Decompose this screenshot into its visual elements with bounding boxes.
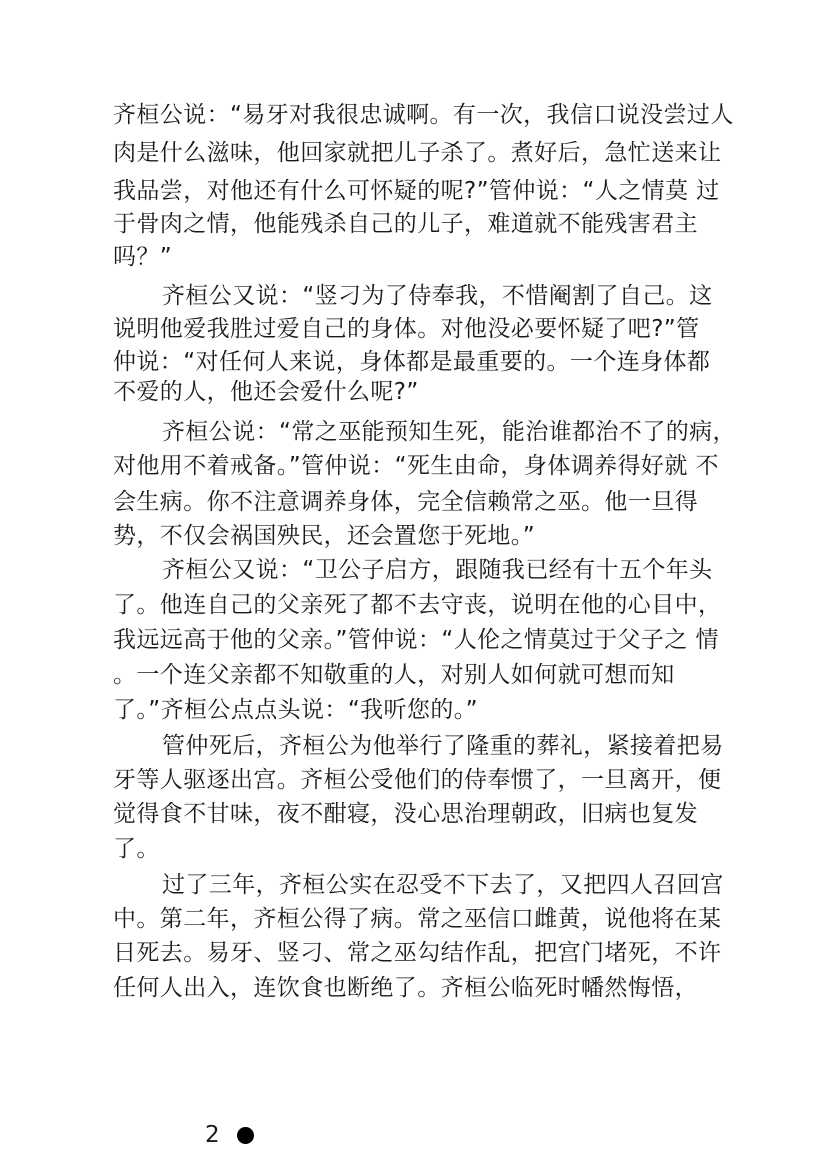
- text-line: 管仲死后，齐桓公为他举行了隆重的葬礼，紧接着把易: [162, 733, 724, 759]
- text-line: 了。他连自己的父亲死了都不去守丧，说明在他的心目中，: [113, 592, 722, 618]
- text-line: 齐桓公说：“易牙对我很忠诚啊。有一次，我信口说没尝过人: [113, 102, 734, 128]
- text-line: 吗？”: [113, 244, 173, 270]
- text-line: 中。第二年，齐桓公得了病。常之巫信口雌黄，说他将在某: [113, 906, 722, 932]
- text-line: 日死去。易牙、竖刁、常之巫勾结作乱，把宫门堵死，不许: [113, 940, 722, 966]
- page-number: 2: [205, 1122, 220, 1148]
- text-line: 势，不仅会祸国殃民，还会置您于死地。”: [113, 523, 536, 549]
- text-line: 任何人出入，连饮食也断绝了。齐桓公临死时幡然悔悟，: [113, 975, 698, 1001]
- text-line: 对他用不着戒备。”管仲说：“死生由命，身体调养得好就 不: [113, 453, 719, 479]
- text-line: 于骨肉之情，他能残杀自己的儿子，难道就不能残害君主: [113, 211, 698, 237]
- text-line: 会生病。你不注意调养身体，完全信赖常之巫。他一旦得: [113, 489, 698, 515]
- text-line: 我品尝，对他还有什么可怀疑的呢?”管仲说：“人之情莫 过: [113, 178, 720, 204]
- text-line: 。一个连父亲都不知敬重的人，对别人如何就可想而知: [113, 662, 675, 688]
- text-line: 牙等人驱逐出宫。齐桓公受他们的侍奉惯了，一旦离开，便: [113, 767, 722, 793]
- text-line: 说明他爱我胜过爱自己的身体。对他没必要怀疑了吧?”管: [113, 316, 700, 342]
- text-line: 仲说：“对任何人来说，身体都是最重要的。一个连身体都: [113, 349, 711, 375]
- text-line: 肉是什么滋味，他回家就把儿子杀了。煮好后，急忙送来让: [113, 140, 722, 166]
- page-footer: [205, 1120, 254, 1150]
- bullet-dot-icon: [237, 1127, 254, 1144]
- text-line: 过了三年，齐桓公实在忍受不下去了，又把四人召回宫: [162, 872, 724, 898]
- text-line: 齐桓公又说：“竖刁为了侍奉我，不惜阉割了自己。这: [162, 283, 713, 309]
- text-line: 齐桓公又说：“卫公子启方，跟随我已经有十五个年头: [162, 557, 713, 583]
- text-line: 觉得食不甘味，夜不酣寝，没心思治理朝政，旧病也复发: [113, 801, 698, 827]
- text-line: 我远远高于他的父亲。”管仲说：“人伦之情莫过于父子之 情: [113, 627, 719, 653]
- text-line: 不爱的人，他还会爱什么呢?”: [113, 379, 419, 405]
- text-line: 了。: [113, 836, 160, 862]
- text-line: 了。”齐桓公点点头说：“我听您的。”: [113, 697, 478, 723]
- text-line: 齐桓公说：“常之巫能预知生死，能治谁都治不了的病，: [162, 419, 736, 445]
